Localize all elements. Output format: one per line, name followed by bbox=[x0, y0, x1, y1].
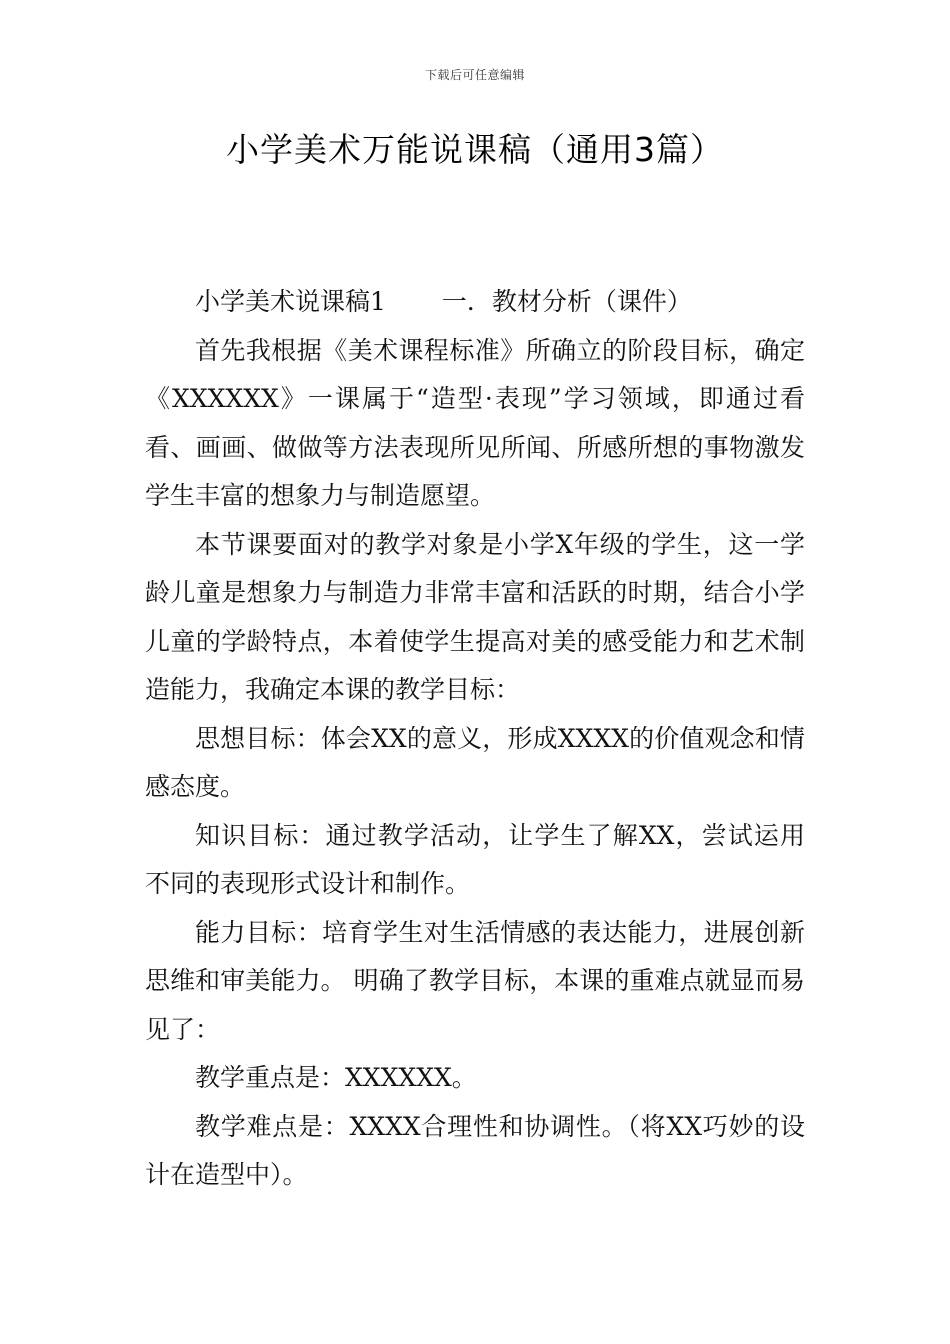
paragraph: 教学难点是：XXXX合理性和协调性。（将XX巧妙的设计在造型中）。 bbox=[145, 1111, 805, 1189]
section-heading: 一．教材分析（课件） bbox=[441, 287, 692, 316]
paragraph: 思想目标：体会XX的意义，形成XXXX的价值观念和情感态度。 bbox=[145, 723, 805, 801]
paragraph: 教学重点是：XXXXXX。 bbox=[195, 1063, 477, 1092]
section-heading-line bbox=[145, 278, 805, 327]
header-note: 下载后可任意编辑 bbox=[424, 68, 525, 82]
document-title: 小学美术万能说课稿（通用3篇） bbox=[226, 130, 724, 169]
document-body bbox=[145, 278, 805, 1200]
paragraph: 首先我根据《美术课程标准》所确立的阶段目标，确定《XXXXXX》一课属于“造型·表现”学习领域，即通过看看、画画、做做等方法表现所见所闻、所感所想的事物激发学生丰富的想象力与制造愿望。 bbox=[145, 335, 805, 510]
paragraph: 本节课要面对的教学对象是小学X年级的学生，这一学龄儿童是想象力与制造力非常丰富和活跃的时期，结合小学儿童的学龄特点，本着使学生提高对美的感受能力和艺术制造能力，我确定本课的教学目标： bbox=[145, 529, 805, 704]
paragraph: 能力目标：培育学生对生活情感的表达能力，进展创新思维和审美能力。 明确了教学目标，本课的重难点就显而易见了： bbox=[145, 917, 805, 1044]
section-label: 小学美术说课稿1 bbox=[195, 287, 386, 316]
paragraph: 知识目标：通过教学活动，让学生了解XX，尝试运用不同的表现形式设计和制作。 bbox=[145, 820, 805, 898]
